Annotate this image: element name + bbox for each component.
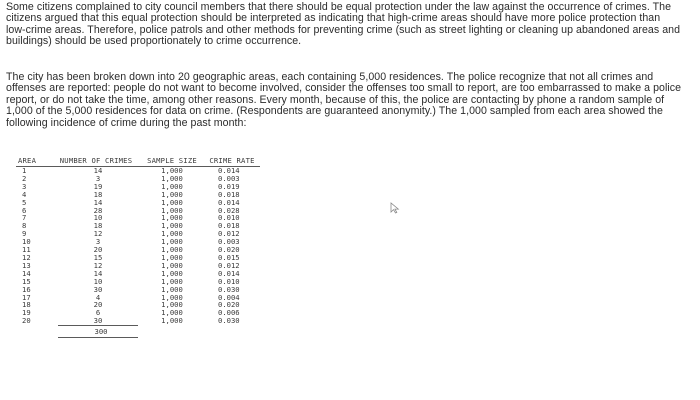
- cell-area: 16: [22, 284, 31, 294]
- cell-sample-size: 1,000: [161, 173, 183, 183]
- cell-sample-size: 1,000: [161, 292, 183, 302]
- cell-area: 20: [22, 316, 31, 326]
- cell-crime-rate: 0.003: [218, 237, 240, 247]
- cell-sample-size: 1,000: [161, 181, 183, 191]
- cell-area: 18: [22, 300, 31, 310]
- cell-crime-rate: 0.018: [218, 221, 240, 231]
- cell-crime-rate: 0.006: [218, 308, 240, 318]
- cell-crime-rate: 0.020: [218, 245, 240, 255]
- cell-number-of-crimes: 4: [95, 292, 101, 302]
- cell-crime-rate: 0.014: [218, 268, 240, 278]
- cell-number-of-crimes: 14: [93, 268, 103, 278]
- cell-number-of-crimes: 20: [93, 245, 103, 255]
- cell-area: 12: [22, 252, 31, 262]
- cell-sample-size: 1,000: [161, 237, 183, 247]
- cell-crime-rate: 0.018: [218, 189, 240, 199]
- cell-number-of-crimes: 20: [93, 300, 103, 310]
- header-crime-rate: CRIME RATE: [209, 155, 255, 165]
- cell-number-of-crimes: 28: [93, 205, 103, 215]
- cell-area: 1: [22, 166, 27, 175]
- cell-crime-rate: 0.015: [218, 252, 240, 262]
- cell-sample-size: 1,000: [161, 245, 183, 255]
- cell-number-of-crimes: 30: [93, 284, 103, 294]
- cell-area: 14: [22, 268, 31, 278]
- cell-crime-rate: 0.014: [218, 166, 240, 175]
- cell-sample-size: 1,000: [161, 221, 183, 231]
- cell-number-of-crimes: 14: [93, 166, 103, 175]
- cell-number-of-crimes: 30: [93, 316, 103, 326]
- cell-crime-rate: 0.003: [218, 173, 240, 183]
- cell-crime-rate: 0.010: [218, 276, 240, 286]
- cell-crime-rate: 0.020: [218, 300, 240, 310]
- sampling-paragraph: The city has been broken down into 20 geographic areas, each containing 5,000 residences. The police recognize that not all crimes and offenses are reported: people do not want to become involved, consider the offenses too small to report, are too embarrassed to make a police report, or do not take the time, among other reasons. Every month, because of this, the police are contacting by phone a random sample of 1,000 of the 5,000 residences for data on crime. (Respondents are guaranteed anonymity.) The 1,000 sampled from each area showed the following incidence of crime during the past month:: [6, 71, 682, 129]
- cell-crime-rate: 0.014: [218, 197, 240, 207]
- cell-area: 2: [22, 173, 27, 183]
- cell-sample-size: 1,000: [161, 166, 183, 175]
- cell-number-of-crimes: 10: [93, 213, 103, 223]
- cell-crime-rate: 0.012: [218, 229, 240, 239]
- cell-number-of-crimes: 3: [95, 237, 101, 247]
- cell-sample-size: 1,000: [161, 213, 183, 223]
- crime-data-table: [16, 155, 260, 336]
- header-sample-size: SAMPLE SIZE: [147, 155, 197, 165]
- cell-crime-rate: 0.030: [218, 284, 240, 294]
- cell-number-of-crimes: 12: [93, 229, 103, 239]
- cell-area: 5: [22, 197, 27, 207]
- cell-number-of-crimes: 10: [93, 276, 103, 286]
- cell-number-of-crimes: 3: [95, 173, 101, 183]
- cell-crime-rate: 0.012: [218, 260, 240, 270]
- cell-sample-size: 1,000: [161, 316, 183, 326]
- cell-sample-size: 1,000: [161, 197, 183, 207]
- cell-sample-size: 1,000: [161, 308, 183, 318]
- cell-area: 8: [22, 221, 27, 231]
- cell-area: 15: [22, 276, 31, 286]
- cell-crime-rate: 0.019: [218, 181, 240, 191]
- cell-number-of-crimes: 6: [95, 308, 101, 318]
- mouse-cursor-icon: [390, 202, 400, 214]
- cell-area: 3: [22, 181, 27, 191]
- cell-sample-size: 1,000: [161, 252, 183, 262]
- cell-crime-rate: 0.004: [218, 292, 240, 302]
- header-area: AREA: [18, 155, 37, 165]
- cell-area: 9: [22, 229, 27, 239]
- cell-area: 11: [22, 245, 31, 255]
- cell-sample-size: 1,000: [161, 189, 183, 199]
- cell-area: 4: [22, 189, 27, 199]
- cell-area: 6: [22, 205, 27, 215]
- cell-area: 17: [22, 292, 31, 302]
- cell-area: 7: [22, 213, 27, 223]
- cell-crime-rate: 0.010: [218, 213, 240, 223]
- cell-number-of-crimes: 18: [93, 221, 103, 231]
- cell-number-of-crimes: 12: [93, 260, 103, 270]
- total-crimes: 300: [94, 327, 108, 337]
- cell-crime-rate: 0.028: [218, 205, 240, 215]
- cell-number-of-crimes: 18: [93, 189, 103, 199]
- cell-area: 19: [22, 308, 31, 318]
- cell-sample-size: 1,000: [161, 260, 183, 270]
- cell-area: 13: [22, 260, 31, 270]
- cell-crime-rate: 0.030: [218, 316, 240, 326]
- cell-number-of-crimes: 14: [93, 197, 103, 207]
- cell-sample-size: 1,000: [161, 300, 183, 310]
- cell-sample-size: 1,000: [161, 229, 183, 239]
- table-header-row: [16, 155, 260, 167]
- intro-paragraph: Some citizens complained to city council members that there should be equal protection under the law against the occurrence of crimes. The citizens argued that this equal protection should be interpreted as indicating that high-crime areas should have more police protection than low-crime areas. Therefore, police patrols and other methods for preventing crime (such as street lighting or cleaning up abandoned areas and buildings) should be used proportionately to crime occurrence.: [6, 1, 681, 48]
- cell-sample-size: 1,000: [161, 205, 183, 215]
- cell-sample-size: 1,000: [161, 284, 183, 294]
- header-number-of-crimes: NUMBER OF CRIMES: [59, 155, 133, 165]
- table-row: [16, 317, 260, 325]
- cell-area: 10: [22, 237, 31, 247]
- cell-number-of-crimes: 15: [93, 252, 103, 262]
- table-total-row: [16, 325, 260, 336]
- cell-sample-size: 1,000: [161, 276, 183, 286]
- total-rule-top: [58, 325, 138, 326]
- cell-number-of-crimes: 19: [93, 181, 103, 191]
- cell-sample-size: 1,000: [161, 268, 183, 278]
- total-rule-bottom: [58, 337, 138, 338]
